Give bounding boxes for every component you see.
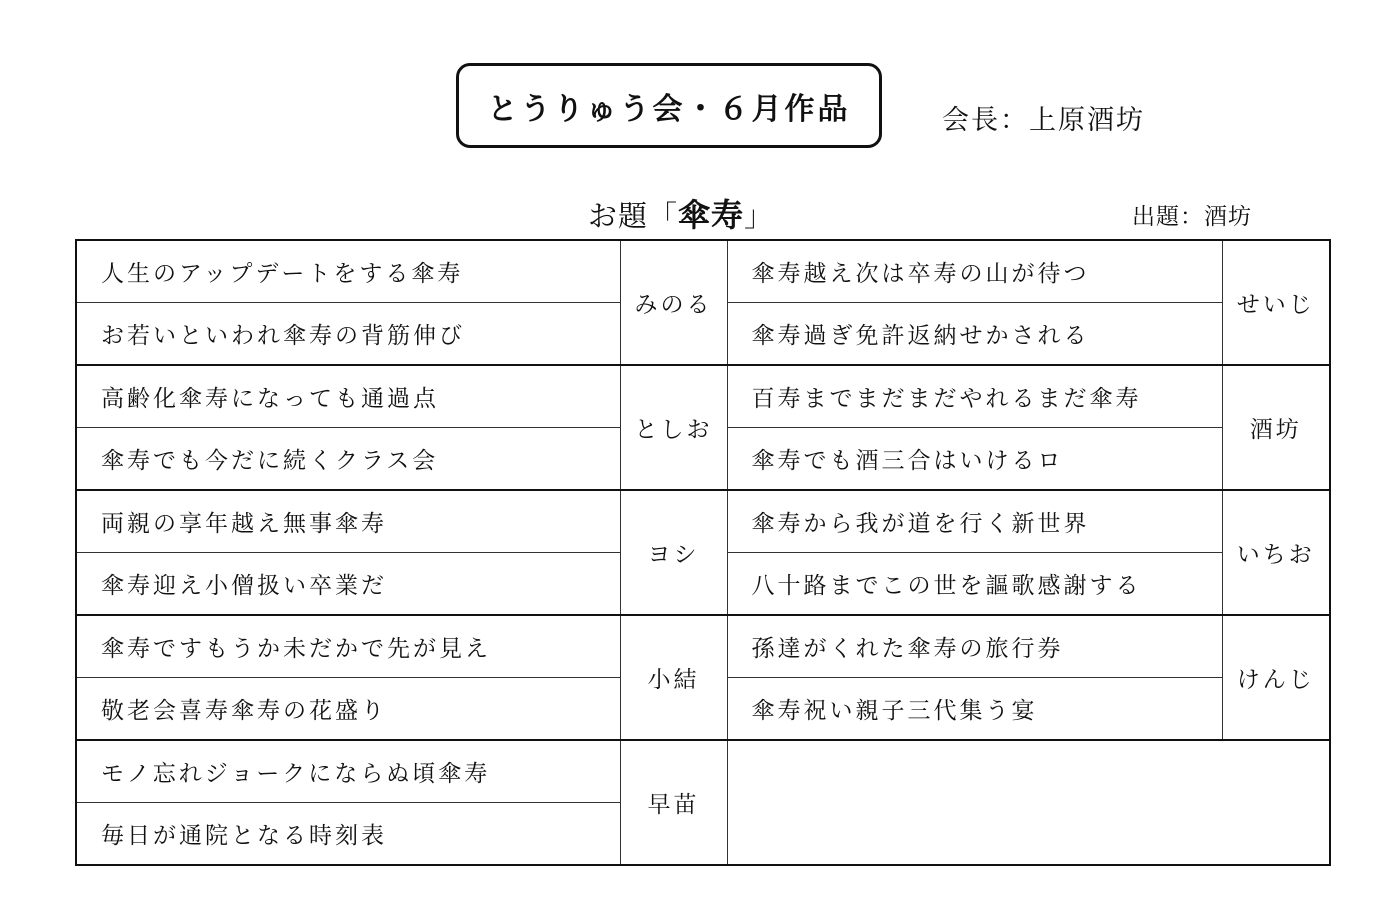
verse-cell: 八十路までこの世を謳歌感謝する — [727, 553, 1222, 616]
verse-cell: お若いといわれ傘寿の背筋伸び — [76, 303, 620, 366]
verse-cell: 傘寿迎え小僧扱い卒業だ — [76, 553, 620, 616]
verse-cell: 百寿までまだまだやれるまだ傘寿 — [727, 365, 1222, 428]
author-cell: みのる — [620, 240, 727, 365]
author-cell: けんじ — [1222, 615, 1330, 740]
verse-cell: 傘寿祝い親子三代集う宴 — [727, 678, 1222, 741]
president-label: 会長：上原酒坊 — [942, 105, 1145, 136]
verse-cell: 毎日が通院となる時刻表 — [76, 803, 620, 866]
author-cell: 早苗 — [620, 740, 727, 865]
table-row — [76, 490, 1330, 553]
verse-cell: 高齢化傘寿になっても通過点 — [76, 365, 620, 428]
verse-cell: 傘寿でも今だに続くクラス会 — [76, 428, 620, 491]
author-cell: ヨシ — [620, 490, 727, 615]
author-cell: としお — [620, 365, 727, 490]
verse-cell: 傘寿越え次は卒寿の山が待つ — [727, 240, 1222, 303]
setter-label: 出題：酒坊 — [1132, 204, 1252, 230]
theme-line — [588, 190, 774, 236]
table-row — [76, 240, 1330, 303]
table-row — [76, 615, 1330, 678]
title-box — [456, 63, 882, 148]
table-row — [76, 740, 1330, 803]
verse-cell: 敬老会喜寿傘寿の花盛り — [76, 678, 620, 741]
verse-cell: 傘寿でも酒三合はいけるロ — [727, 428, 1222, 491]
author-cell: せいじ — [1222, 240, 1330, 365]
verse-cell: 孫達がくれた傘寿の旅行券 — [727, 615, 1222, 678]
theme-keyword: 傘寿 — [678, 196, 745, 234]
author-cell: いちお — [1222, 490, 1330, 615]
page-title: とうりゅう会・６月作品 — [487, 91, 851, 127]
verse-cell: モノ忘れジョークにならぬ頃傘寿 — [76, 740, 620, 803]
verse-cell: 人生のアップデートをする傘寿 — [76, 240, 620, 303]
verse-cell: 傘寿過ぎ免許返納せかされる — [727, 303, 1222, 366]
verse-cell: 傘寿ですもうか未だかで先が見え — [76, 615, 620, 678]
author-cell: 小結 — [620, 615, 727, 740]
theme-prefix: お題「 — [588, 199, 679, 233]
table-row — [76, 365, 1330, 428]
author-cell: 酒坊 — [1222, 365, 1330, 490]
senryu-table — [75, 239, 1331, 866]
verse-cell: 両親の享年越え無事傘寿 — [76, 490, 620, 553]
verse-cell: 傘寿から我が道を行く新世界 — [727, 490, 1222, 553]
empty-cell — [727, 740, 1330, 865]
theme-suffix: 」 — [744, 199, 775, 233]
